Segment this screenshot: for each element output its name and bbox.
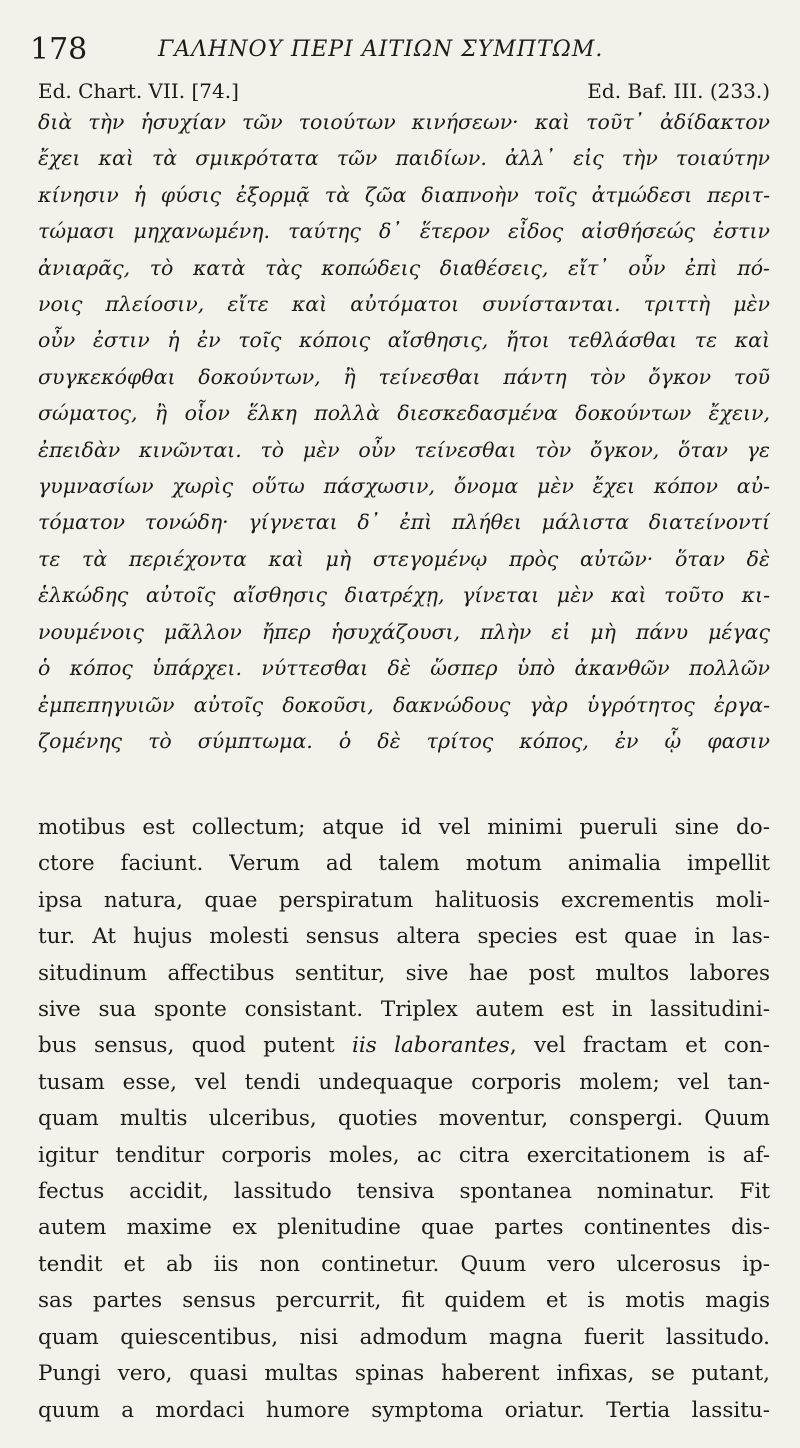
latin-text-segment: quam quiescentibus, nisi admodum magna fuerit lassitudo. <box>38 1324 770 1350</box>
latin-text-line <box>38 1356 770 1392</box>
latin-text-line <box>38 1028 770 1064</box>
latin-text-line <box>38 1065 770 1101</box>
latin-text-segment: bus sensus, quod putent <box>38 1033 352 1059</box>
latin-text-line <box>38 846 770 882</box>
latin-text-line <box>38 919 770 955</box>
greek-text-line: γυμνασίων χωρὶς οὕτω πάσχωσιν, ὄνομα μὲν ἔχει κόπον αὐ- <box>38 474 770 499</box>
latin-text-line <box>38 1138 770 1174</box>
greek-text-line: τώμασι μηχανωμένη. ταύτης δ᾽ ἕτερον εἶδος αἰσθήσεώς ἐστιν <box>38 219 770 244</box>
greek-text-line: σώματος, ἢ οἷον ἕλκη πολλὰ διεσκεδασμένα δοκούντων ἔχειν, <box>38 401 770 426</box>
greek-text-line: συγκεκόφθαι δοκούντων, ἢ τείνεσθαι πάντη τὸν ὄγκον τοῦ <box>38 364 770 389</box>
greek-text-line: νοις πλείοσιν, εἴτε καὶ αὐτόματοι συνίστανται. τριττὴ μὲν <box>38 292 770 317</box>
latin-text-segment: tusam esse, vel tendi undequaque corporis molem; vel tan- <box>38 1069 770 1095</box>
greek-text-line: ἐμπεπηγυιῶν αὐτοῖς δοκοῦσι, δακνώδους γὰρ ὑγρότητος ἐργα- <box>38 692 770 717</box>
greek-text-line: ἔχει καὶ τὰ σμικρότατα τῶν παιδίων. ἀλλ᾽ εἰς τὴν τοιαύτην <box>38 146 770 171</box>
latin-text-segment: sive sua sponte consistant. Triplex autem est in lassitudini- <box>38 997 770 1023</box>
greek-text-line: ὁ κόπος ὑπάρχει. νύττεσθαι δὲ ὥσπερ ὑπὸ ἀκανθῶν πολλῶν <box>38 656 770 681</box>
latin-text-segment: situdinum affectibus sentitur, sive hae post multos labores <box>38 960 770 986</box>
greek-text-line: ἐπειδὰν κινῶνται. τὸ μὲν οὖν τείνεσθαι τὸν ὄγκον, ὅταν γε <box>38 437 770 462</box>
latin-text-segment: , vel fractam et con- <box>509 1033 770 1059</box>
greek-text-line: ζομένης τὸ σύμπτωμα. ὁ δὲ τρίτος κόπος, ἐν ᾧ φασιν <box>38 728 770 753</box>
greek-text-line: τε τὰ περιέχοντα καὶ μὴ στεγομένῳ πρὸς αὐτῶν· ὅταν δὲ <box>38 546 770 571</box>
latin-text-block <box>38 810 770 1429</box>
latin-text-line <box>38 956 770 992</box>
greek-text-line: ἀνιαρᾶς, τὸ κατὰ τὰς κοπώδεις διαθέσεις, εἴτ᾽ οὖν ἐπὶ πό- <box>38 255 770 280</box>
edition-reference-basel: Ed. Baf. III. (233.) <box>587 79 770 103</box>
latin-text-segment: fectus accidit, lassitudo tensiva spontanea nominatur. Fit <box>38 1179 770 1205</box>
greek-text-line: ἑλκώδης αὐτοῖς αἴσθησις διατρέχῃ, γίνεται μὲν καὶ τοῦτο κι- <box>38 583 770 608</box>
latin-italic-phrase: iis laborantes <box>351 1033 510 1059</box>
latin-text-line <box>38 1101 770 1137</box>
latin-text-line <box>38 1210 770 1246</box>
latin-text-line <box>38 1247 770 1283</box>
edition-reference-chartier: Ed. Chart. VII. [74.] <box>38 79 239 103</box>
latin-text-segment: quam multis ulceribus, quoties moventur, conspergi. Quum <box>38 1106 770 1132</box>
latin-text-line <box>38 992 770 1028</box>
latin-text-segment: tendit et ab iis non continetur. Quum vero ulcerosus ip- <box>38 1251 770 1277</box>
latin-text-segment: autem maxime ex plenitudine quae partes continentes dis- <box>38 1215 770 1241</box>
greek-text-block <box>38 104 770 759</box>
latin-text-segment: quum a mordaci humore symptoma oriatur. Tertia lassitu- <box>38 1397 770 1423</box>
edition-reference-line <box>38 76 770 106</box>
latin-text-segment: ipsa natura, quae perspiratum halituosis excrementis moli- <box>38 887 770 913</box>
latin-text-line <box>38 1174 770 1210</box>
greek-text-line: οὖν ἐστιν ἡ ἐν τοῖς κόποις αἴσθησις, ἤτοι τεθλάσθαι τε καὶ <box>38 328 770 353</box>
latin-text-line <box>38 1320 770 1356</box>
greek-text-line: νουμένοις μᾶλλον ἤπερ ἡσυχάζουσι, πλὴν εἰ μὴ πάνυ μέγας <box>38 619 770 644</box>
latin-text-segment: igitur tenditur corporis moles, ac citra exercitationem is af- <box>38 1142 770 1168</box>
latin-text-line <box>38 810 770 846</box>
page-header <box>30 30 772 70</box>
greek-text-line: διὰ τὴν ἡσυχίαν τῶν τοιούτων κινήσεων· καὶ τοῦτ᾽ ἀδίδακτον <box>38 110 770 134</box>
latin-text-line <box>38 1283 770 1319</box>
latin-text-segment: Pungi vero, quasi multas spinas haberent infixas, se putant, <box>38 1361 770 1387</box>
page-number: 178 <box>30 32 88 67</box>
greek-text-line: τόματον τονώδη· γίγνεται δ᾽ ἐπὶ πλήθει μάλιστα διατείνοντί <box>38 510 770 535</box>
running-title: ΓΑΛΗΝΟΥ ΠΕΡΙ ΑΙΤΙΩΝ ΣΥΜΠΤΩΜ. <box>158 37 604 62</box>
greek-text-line: κίνησιν ἡ φύσις ἐξορμᾷ τὰ ζῶα διαπνοὴν τοῖς ἀτμώδεσι περιτ- <box>38 182 770 207</box>
latin-text-segment: sas partes sensus percurrit, fit quidem et is motis magis <box>38 1288 770 1314</box>
latin-text-line <box>38 1393 770 1429</box>
latin-text-line <box>38 883 770 919</box>
latin-text-segment: ctore faciunt. Verum ad talem motum animalia impellit <box>38 851 770 877</box>
latin-text-segment: motibus est collectum; atque id vel minimi pueruli sine do- <box>38 815 770 840</box>
latin-text-segment: tur. At hujus molesti sensus altera species est quae in las- <box>38 924 770 950</box>
